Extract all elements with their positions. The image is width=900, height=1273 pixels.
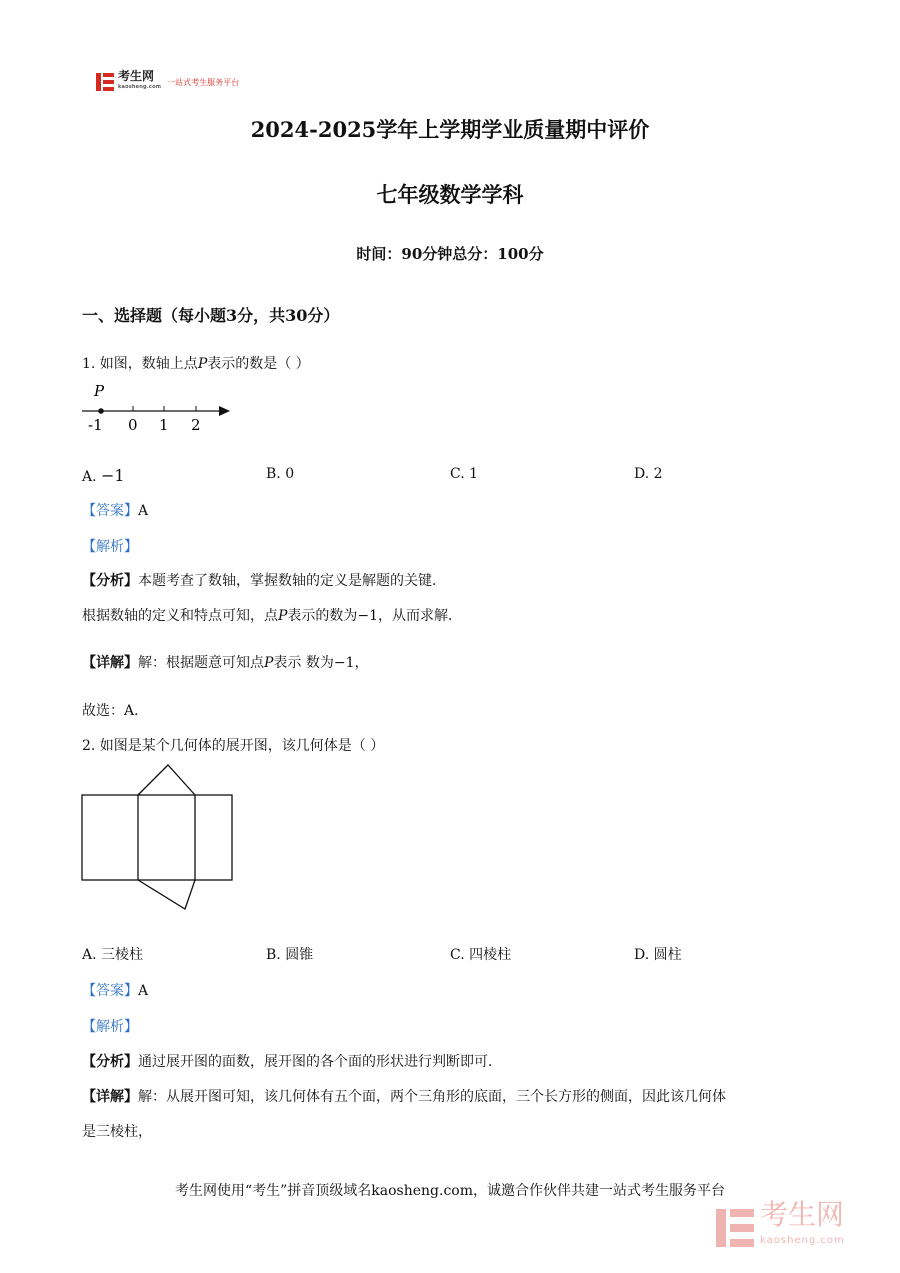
q2-option-a: A. 三棱柱 [82,947,144,963]
q1-option-a: A. −1 [82,466,125,485]
q2-detail-cont: 是三棱柱， [82,1124,152,1140]
tick-label-neg1: -1 [88,416,103,434]
point-p-label: P [94,382,105,400]
point-p-dot [98,408,104,414]
q1-stem: 1. 如图，数轴上点P表示的数是（ ） [82,356,310,372]
q1-option-c: C. 1 [450,466,479,482]
q2-analysis-tag: 【解析】 [82,1019,138,1035]
watermark-icon [716,1209,754,1247]
watermark-name: 考生网 [760,1198,845,1231]
q2-option-d: D. 圆柱 [634,947,682,963]
net-outline [82,795,232,880]
q2-option-c: C. 四棱柱 [450,947,512,963]
brand-name: 考生网 [118,69,155,83]
q2-detail: 【详解】解：从展开图可知，该几何体有五个面，两个三角形的底面，三个长方形的侧面，因此该几何体 [82,1089,726,1105]
brand-slogan: 一站式考生服务平台 [167,77,240,87]
q1-option-d: D. 2 [634,466,663,482]
q2-stem: 2. 如图是某个几何体的展开图，该几何体是（ ） [82,738,385,754]
footer-text: 考生网使用“考生”拼音顶级域名kaosheng.com，诚邀合作伙伴共建一站式考生服务平台 [174,1183,726,1199]
q1-option-b: B. 0 [266,466,295,482]
q1-answer: 【答案】A [82,503,149,519]
brand-domain: kaosheng.com [118,84,162,90]
number-line-arrow [219,406,230,416]
tick-label-1: 1 [159,416,169,434]
exam-title: 2024-2025学年上学期学业质量期中评价 [250,117,650,142]
exam-time-score: 时间：90分钟总分：100分 [356,245,544,263]
q1-line-b: 根据数轴的定义和特点可知，点P表示的数为−1，从而求解． [82,608,463,624]
number-line-figure [76,380,236,438]
net-bottom-triangle [138,880,195,909]
section-heading: 一、选择题（每小题3分，共30分） [82,306,340,325]
brand-logo [96,69,240,92]
tick-label-0: 0 [128,416,138,434]
tick-label-2: 2 [191,416,201,434]
watermark-logo [716,1198,876,1253]
q1-detail: 【详解】解：根据题意可知点P表示 数为−1， [82,655,369,671]
q2-fenxi: 【分析】通过展开图的面数，展开图的各个面的形状进行判断即可． [82,1054,502,1070]
brand-logo-icon [96,73,114,91]
net-top-triangle [138,765,195,795]
q2-answer: 【答案】A [82,983,149,999]
q1-conclusion: 故选：A． [82,703,149,719]
prism-net-figure [80,762,236,912]
q2-option-b: B. 圆锥 [266,947,314,963]
q1-fenxi: 【分析】本题考查了数轴，掌握数轴的定义是解题的关键． [82,573,446,589]
watermark-domain: kaosheng.com [760,1235,845,1246]
q1-analysis-tag: 【解析】 [82,539,138,555]
exam-subject: 七年级数学学科 [376,182,524,207]
